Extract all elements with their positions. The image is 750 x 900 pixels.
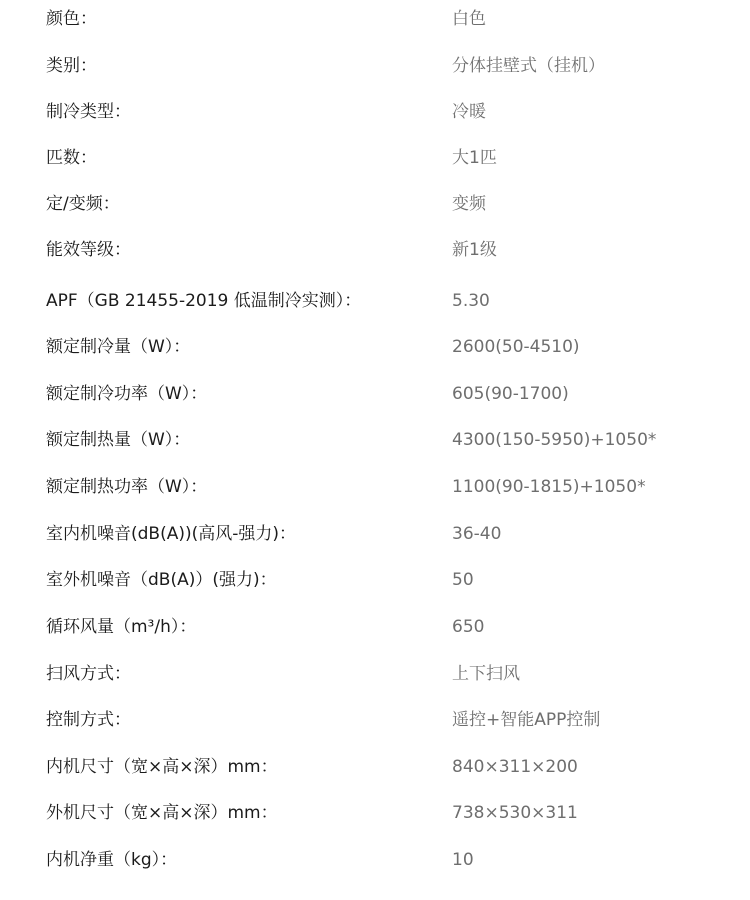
spec-row-outdoor-size [0, 790, 750, 836]
spec-value: 738×530×311 [452, 803, 578, 823]
spec-label: 额定制冷量（W）： [46, 337, 191, 357]
spec-value: 10 [452, 850, 474, 870]
spec-value: 36-40 [452, 524, 502, 544]
spec-value: 变频 [452, 194, 486, 214]
spec-row-horsepower [0, 135, 750, 181]
spec-row-energy-class [0, 227, 750, 273]
spec-label: 内机净重（kg）： [46, 850, 178, 870]
spec-label: 类别： [46, 56, 97, 76]
spec-value: 白色 [452, 9, 486, 29]
spec-value: 大1匹 [452, 148, 497, 168]
spec-label: 循环风量（m³/h）： [46, 617, 197, 637]
spec-label: 扫风方式： [46, 664, 131, 684]
spec-row-rated-heating-power [0, 464, 750, 510]
spec-value: 分体挂壁式（挂机） [452, 56, 605, 76]
spec-label: 外机尺寸（宽×高×深）mm： [46, 803, 278, 823]
spec-value: 冷暖 [452, 102, 486, 122]
spec-row-rated-cooling-capacity [0, 324, 750, 370]
spec-label: 额定制热功率（W）： [46, 477, 208, 497]
spec-label: APF（GB 21455-2019 低温制冷实测）： [46, 291, 362, 311]
spec-label: 额定制冷功率（W）： [46, 384, 208, 404]
spec-label: 控制方式： [46, 710, 131, 730]
spec-row-color [0, 0, 750, 42]
spec-label: 制冷类型： [46, 102, 131, 122]
spec-value: 遥控+智能APP控制 [452, 710, 601, 730]
spec-row-frequency [0, 181, 750, 227]
spec-row-swing-mode [0, 651, 750, 697]
spec-value: 上下扫风 [452, 664, 520, 684]
spec-label: 颜色： [46, 9, 97, 29]
spec-row-indoor-noise [0, 511, 750, 557]
spec-value: 650 [452, 617, 485, 637]
spec-label: 内机尺寸（宽×高×深）mm： [46, 757, 278, 777]
spec-label: 额定制热量（W）： [46, 430, 191, 450]
spec-label: 室外机噪音（dB(A)）(强力)： [46, 570, 277, 590]
spec-row-cooling-type [0, 89, 750, 135]
spec-row-rated-cooling-power [0, 371, 750, 417]
spec-value: 605(90-1700) [452, 384, 569, 404]
spec-value: 4300(150-5950)+1050* [452, 430, 657, 450]
spec-row-apf [0, 278, 750, 324]
spec-row-air-flow [0, 604, 750, 650]
spec-row-indoor-net-weight [0, 837, 750, 883]
spec-value: 新1级 [452, 240, 497, 260]
spec-row-category [0, 43, 750, 89]
spec-row-outdoor-noise [0, 557, 750, 603]
spec-value: 840×311×200 [452, 757, 578, 777]
spec-value: 5.30 [452, 291, 490, 311]
spec-label: 能效等级： [46, 240, 131, 260]
spec-row-control-mode [0, 697, 750, 743]
spec-label: 匹数： [46, 148, 97, 168]
spec-label: 定/变频： [46, 194, 120, 214]
spec-row-rated-heating-capacity [0, 417, 750, 463]
spec-value: 1100(90-1815)+1050* [452, 477, 646, 497]
spec-value: 50 [452, 570, 474, 590]
spec-row-indoor-size [0, 744, 750, 790]
spec-value: 2600(50-4510) [452, 337, 580, 357]
spec-label: 室内机噪音(dB(A))(高风-强力)： [46, 524, 297, 544]
